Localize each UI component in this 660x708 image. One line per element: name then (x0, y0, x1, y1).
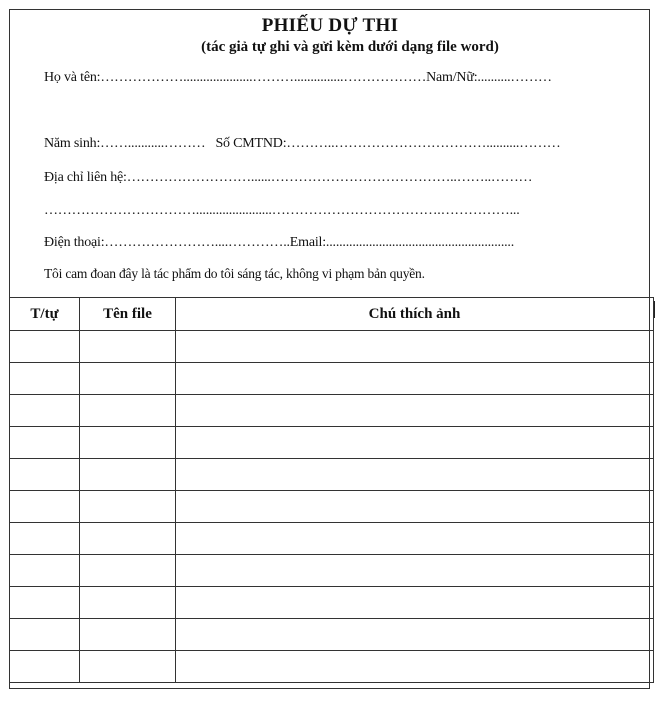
name-gender-line (44, 70, 552, 86)
table-row (10, 331, 654, 363)
photo-caption-cell[interactable] (176, 651, 654, 683)
table-row (10, 459, 654, 491)
order-cell[interactable] (10, 395, 80, 427)
order-cell[interactable] (10, 619, 80, 651)
gender-field[interactable]: Nam/Nữ:..........……… (426, 70, 552, 85)
text-cursor (654, 301, 655, 318)
order-cell[interactable] (10, 363, 80, 395)
address-field[interactable]: Địa chỉ liên hệ:………………………......…………………………………..……..……… (44, 170, 533, 185)
header-file-name: Tên file (80, 298, 176, 331)
table-row (10, 491, 654, 523)
file-name-cell[interactable] (80, 491, 176, 523)
file-name-cell[interactable] (80, 427, 176, 459)
form-title: PHIẾU DỰ THI (261, 15, 399, 36)
order-cell[interactable] (10, 651, 80, 683)
order-cell[interactable] (10, 587, 80, 619)
photo-caption-cell[interactable] (176, 491, 654, 523)
photo-caption-cell[interactable] (176, 363, 654, 395)
photo-caption-cell[interactable] (176, 523, 654, 555)
order-cell[interactable] (10, 491, 80, 523)
photo-caption-cell[interactable] (176, 587, 654, 619)
header-order: T/tự (10, 298, 80, 331)
photo-caption-cell[interactable] (176, 331, 654, 363)
order-cell[interactable] (10, 331, 80, 363)
birth-year-field[interactable]: Năm sinh:……...........……… (44, 136, 206, 151)
table-row (10, 651, 654, 683)
file-name-cell[interactable] (80, 523, 176, 555)
table-header-row (10, 298, 654, 331)
file-name-cell[interactable] (80, 395, 176, 427)
declaration-text: Tôi cam đoan đây là tác phẩm do tôi sáng tác, không vi phạm bản quyền. (44, 266, 425, 281)
address-continuation-field[interactable]: …………………………….......................……………………………….……………... (44, 203, 520, 218)
table-row (10, 587, 654, 619)
order-cell[interactable] (10, 427, 80, 459)
table-row (10, 363, 654, 395)
form-subtitle: (tác giả tự ghi và gửi kèm dưới dạng file word) (201, 39, 499, 55)
order-cell[interactable] (10, 523, 80, 555)
photo-caption-cell[interactable] (176, 395, 654, 427)
file-name-cell[interactable] (80, 587, 176, 619)
file-name-cell[interactable] (80, 459, 176, 491)
table-row (10, 619, 654, 651)
photo-caption-cell[interactable] (176, 459, 654, 491)
header-photo-caption: Chú thích ảnh (176, 298, 654, 331)
file-name-cell[interactable] (80, 651, 176, 683)
file-name-cell[interactable] (80, 331, 176, 363)
file-name-cell[interactable] (80, 555, 176, 587)
file-name-cell[interactable] (80, 619, 176, 651)
entries-table (9, 297, 654, 683)
table-row (10, 427, 654, 459)
table-row (10, 555, 654, 587)
photo-caption-cell[interactable] (176, 555, 654, 587)
order-cell[interactable] (10, 555, 80, 587)
birth-id-line (44, 136, 561, 152)
table-row (10, 523, 654, 555)
order-cell[interactable] (10, 459, 80, 491)
full-name-field[interactable]: Họ và tên:……………….....................………...............……………… (44, 70, 427, 85)
file-name-cell[interactable] (80, 363, 176, 395)
table-row (10, 395, 654, 427)
id-number-field[interactable]: Số CMTND:………..……………………………..........……… (215, 136, 561, 151)
photo-caption-cell[interactable] (176, 427, 654, 459)
phone-email-line[interactable]: Điện thoại:……………………....…………..Email:......................................................... (44, 235, 515, 250)
photo-caption-cell[interactable] (176, 619, 654, 651)
